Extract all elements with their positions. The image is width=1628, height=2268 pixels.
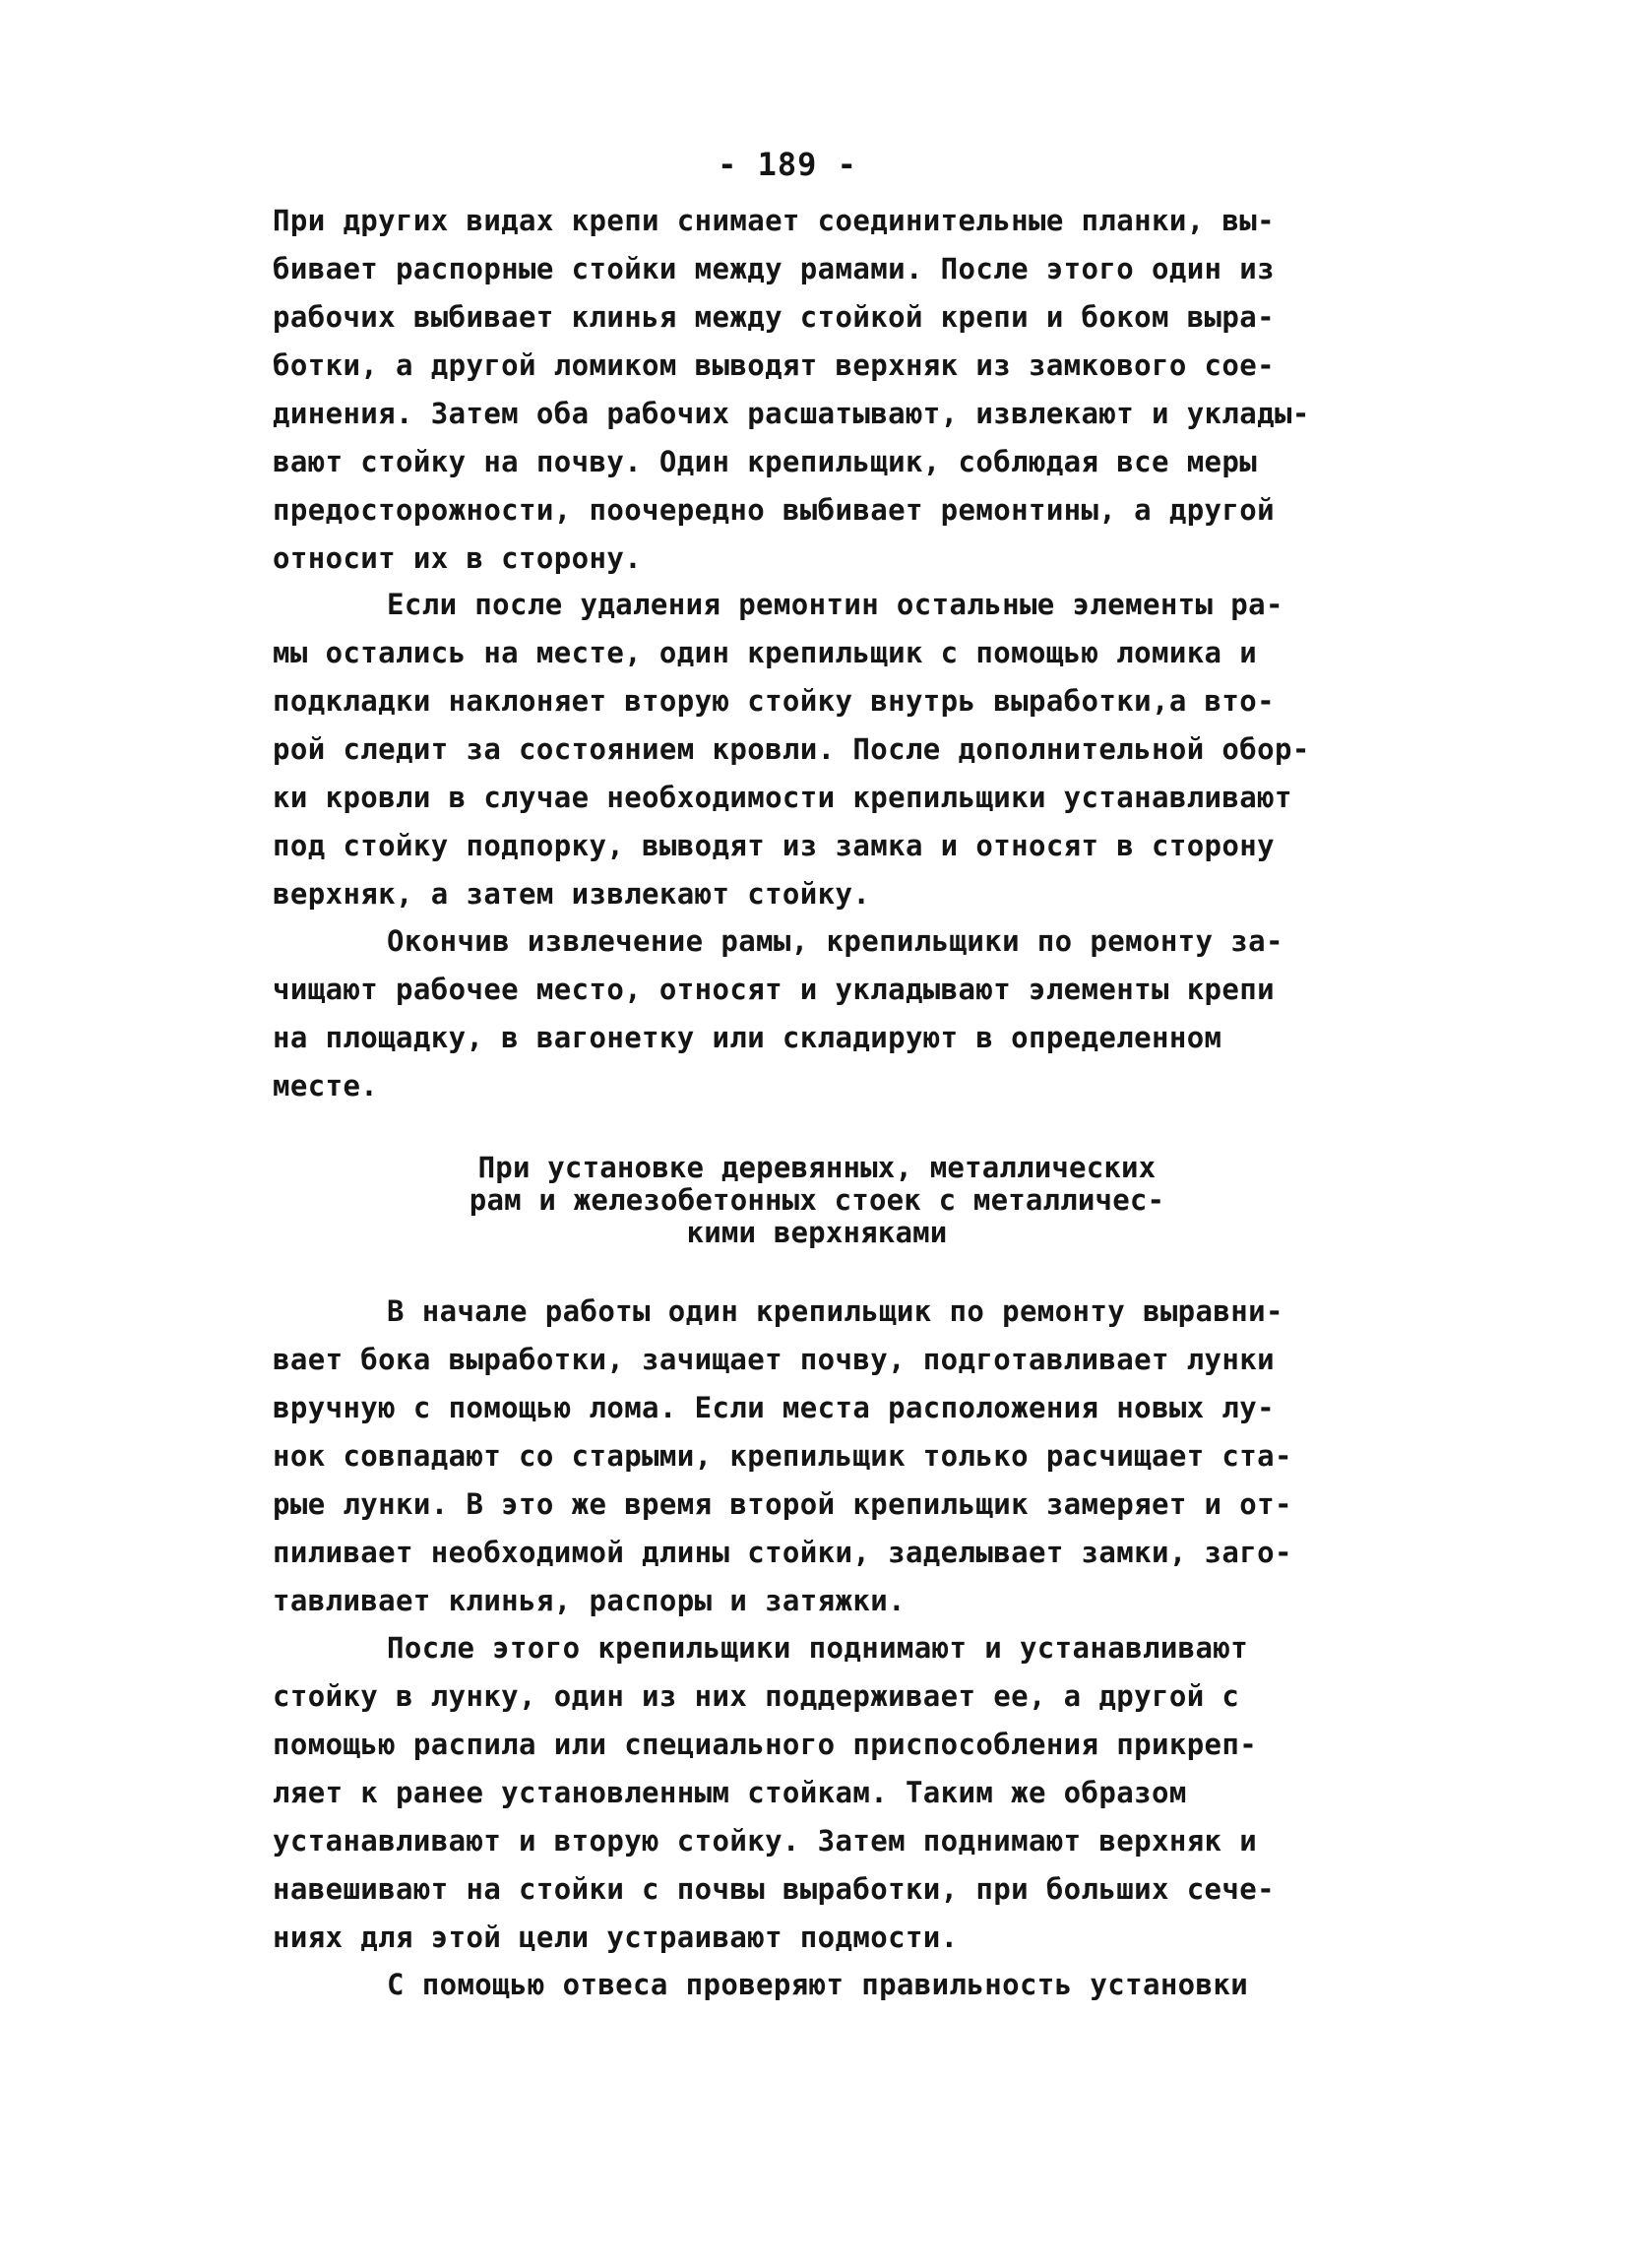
text-line: относит их в сторону. <box>273 541 643 575</box>
text-line: рые лунки. В это же время второй крепильщик замеряет и от- <box>273 1487 1292 1521</box>
text-line: Окончив извлечение рамы, крепильщики по ремонту за- <box>387 924 1284 958</box>
text-line: помощью распила или специального приспособления прикреп- <box>273 1728 1258 1761</box>
heading-line: При установке деревянных, металлических <box>477 1151 1157 1184</box>
text-line: под стойку подпорку, выводят из замка и относят в сторону <box>273 829 1275 862</box>
text-line: чищают рабочее место, относят и укладывают элементы крепи <box>273 973 1275 1006</box>
text-line: При других видах крепи снимает соединительные планки, вы- <box>273 204 1275 237</box>
text-line: вают стойку на почву. Один крепильщик, соблюдая все меры <box>273 445 1258 478</box>
text-line: бивает распорные стойки между рамами. После этого один из <box>273 252 1275 285</box>
text-line: подкладки наклоняет вторую стойку внутрь выработки,а вто- <box>273 684 1275 718</box>
text-line: устанавливают и вторую стойку. Затем поднимают верхняк и <box>273 1824 1258 1858</box>
text-line: тавливает клинья, распоры и затяжки. <box>273 1584 906 1617</box>
text-line: вручную с помощью лома. Если места расположения новых лу- <box>273 1391 1275 1424</box>
text-line: ниях для этой цели устраивают подмости. <box>273 1921 959 1954</box>
text-line: месте. <box>273 1069 379 1102</box>
text-line: стойку в лунку, один из них поддерживает ее, а другой с <box>273 1679 1240 1713</box>
text-line: ки кровли в случае необходимости крепильщики устанавливают <box>273 781 1292 814</box>
text-line: навешивают на стойки с почвы выработки, при больших сече- <box>273 1872 1275 1906</box>
text-line: динения. Затем оба рабочих расшатывают, извлекают и уклады- <box>273 397 1310 430</box>
text-line: предосторожности, поочередно выбивает ремонтины, а другой <box>273 493 1275 527</box>
text-line: пиливает необходимой длины стойки, заделывает замки, заго- <box>273 1536 1292 1569</box>
heading-line: рам и железобетонных стоек с металличес- <box>469 1183 1165 1217</box>
text-line: рабочих выбивает клинья между стойкой крепи и боком выра- <box>273 300 1275 334</box>
text-line: вает бока выработки, зачищает почву, подготавливает лунки <box>273 1343 1275 1376</box>
text-line: нок совпадают со старыми, крепильщик только расчищает ста- <box>273 1439 1292 1473</box>
text-line: ляет к ранее установленным стойкам. Таким же образом <box>273 1776 1187 1809</box>
page-number: - 189 - <box>718 146 857 183</box>
text-line: верхняк, а затем извлекают стойку. <box>273 877 871 911</box>
text-line: С помощью отвеса проверяют правильность установки <box>387 1968 1249 2001</box>
text-line: рой следит за состоянием кровли. После дополнительной обор- <box>273 732 1310 766</box>
text-line: Если после удаления ремонтин остальные элементы ра- <box>387 588 1284 621</box>
heading-line: кими верхняками <box>686 1216 948 1249</box>
text-line: В начале работы один крепильщик по ремонту выравни- <box>387 1294 1284 1328</box>
text-line: ботки, а другой ломиком выводят верхняк из замкового сое- <box>273 348 1275 382</box>
text-line: После этого крепильщики поднимают и устанавливают <box>387 1631 1249 1665</box>
text-line: на площадку, в вагонетку или складируют в определенном <box>273 1021 1222 1054</box>
text-line: мы остались на месте, один крепильщик с помощью ломика и <box>273 636 1258 669</box>
